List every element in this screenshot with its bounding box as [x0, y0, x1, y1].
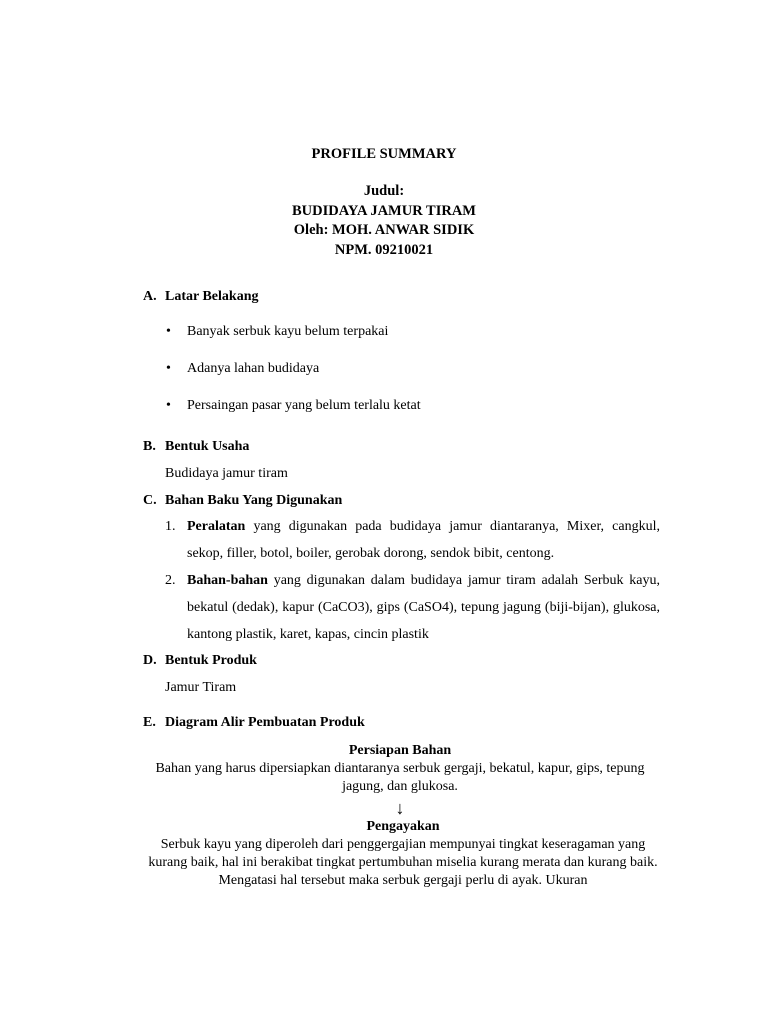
- item-bold-term: Peralatan: [187, 519, 246, 534]
- flow-step-title: Persiapan Bahan: [348, 743, 452, 758]
- npm-line: NPM. 09210021: [334, 241, 434, 258]
- section-e-title: Diagram Alir Pembuatan Produk: [165, 715, 365, 730]
- page-title: PROFILE SUMMARY: [311, 146, 457, 162]
- list-item: [165, 323, 421, 360]
- section-d-heading: [143, 653, 257, 669]
- flow-step-text: Serbuk kayu yang diperoleh dari penggergajian mempunyai tingkat keseragaman yang kurang baik, hal ini berakibat tingkat pertumbuhan miselia kurang merata dan kurang baik. Mengatasi hal tersebut maka serbuk gergaji perlu di ayak. Ukuran: [148, 837, 658, 888]
- section-a-letter: A.: [143, 289, 157, 304]
- list-item: [165, 397, 421, 434]
- item-text: [187, 513, 660, 567]
- header-block: [0, 182, 768, 260]
- author-line: Oleh: MOH. ANWAR SIDIK: [293, 222, 475, 238]
- section-c-title: Bahan Baku Yang Digunakan: [165, 493, 343, 508]
- flow-step-title: Pengayakan: [366, 819, 440, 834]
- numbered-item-1: [165, 513, 660, 567]
- list-item: [165, 360, 421, 397]
- bullet-icon: •: [166, 361, 171, 376]
- item-number: 2.: [165, 573, 176, 588]
- section-b-heading: [143, 439, 249, 455]
- item-rest: yang digunakan pada budidaya jamur diantaranya, Mixer, cangkul, sekop, filler, botol, boiler, gerobak dorong, sendok bibit, centong.: [187, 519, 660, 561]
- section-b-letter: B.: [143, 439, 156, 454]
- bullet-text: Adanya lahan budidaya: [187, 361, 320, 376]
- bullet-icon: •: [166, 324, 171, 339]
- section-d-title: Bentuk Produk: [165, 653, 257, 668]
- section-d-text: Jamur Tiram: [165, 680, 237, 695]
- bullet-text: Persaingan pasar yang belum terlalu ketat: [187, 398, 421, 413]
- section-a-bullet-list: [165, 323, 421, 434]
- section-b-text: Budidaya jamur tiram: [165, 466, 288, 481]
- bullet-icon: •: [166, 398, 171, 413]
- down-arrow-icon: ↓: [395, 798, 405, 818]
- project-title: BUDIDAYA JAMUR TIRAM: [292, 202, 476, 219]
- flow-step-2: [148, 818, 658, 890]
- section-a-heading: [143, 289, 258, 305]
- item-number: 1.: [165, 519, 176, 534]
- bullet-text: Banyak serbuk kayu belum terpakai: [187, 324, 389, 339]
- section-d-letter: D.: [143, 653, 157, 668]
- flow-step-1: [150, 742, 650, 796]
- item-rest: yang digunakan dalam budidaya jamur tiram adalah Serbuk kayu, bekatul (dedak), kapur (CaCO3), gips (CaSO4), tepung jagung (biji-bijan), glukosa, kantong plastik, karet, kapas, cincin plastik: [187, 573, 660, 642]
- numbered-item-2: [165, 567, 660, 648]
- judul-label: Judul:: [363, 183, 405, 199]
- section-c-heading: [143, 493, 342, 509]
- flow-step-text: Bahan yang harus dipersiapkan diantaranya serbuk gergaji, bekatul, kapur, gips, tepung jagung, dan glukosa.: [155, 761, 645, 794]
- section-e-heading: [143, 715, 365, 731]
- section-e-letter: E.: [143, 715, 156, 730]
- section-a-title: Latar Belakang: [165, 289, 259, 304]
- section-c-letter: C.: [143, 493, 157, 508]
- item-bold-term: Bahan-bahan: [187, 573, 268, 588]
- item-text: [187, 567, 660, 648]
- section-b-title: Bentuk Usaha: [165, 439, 250, 454]
